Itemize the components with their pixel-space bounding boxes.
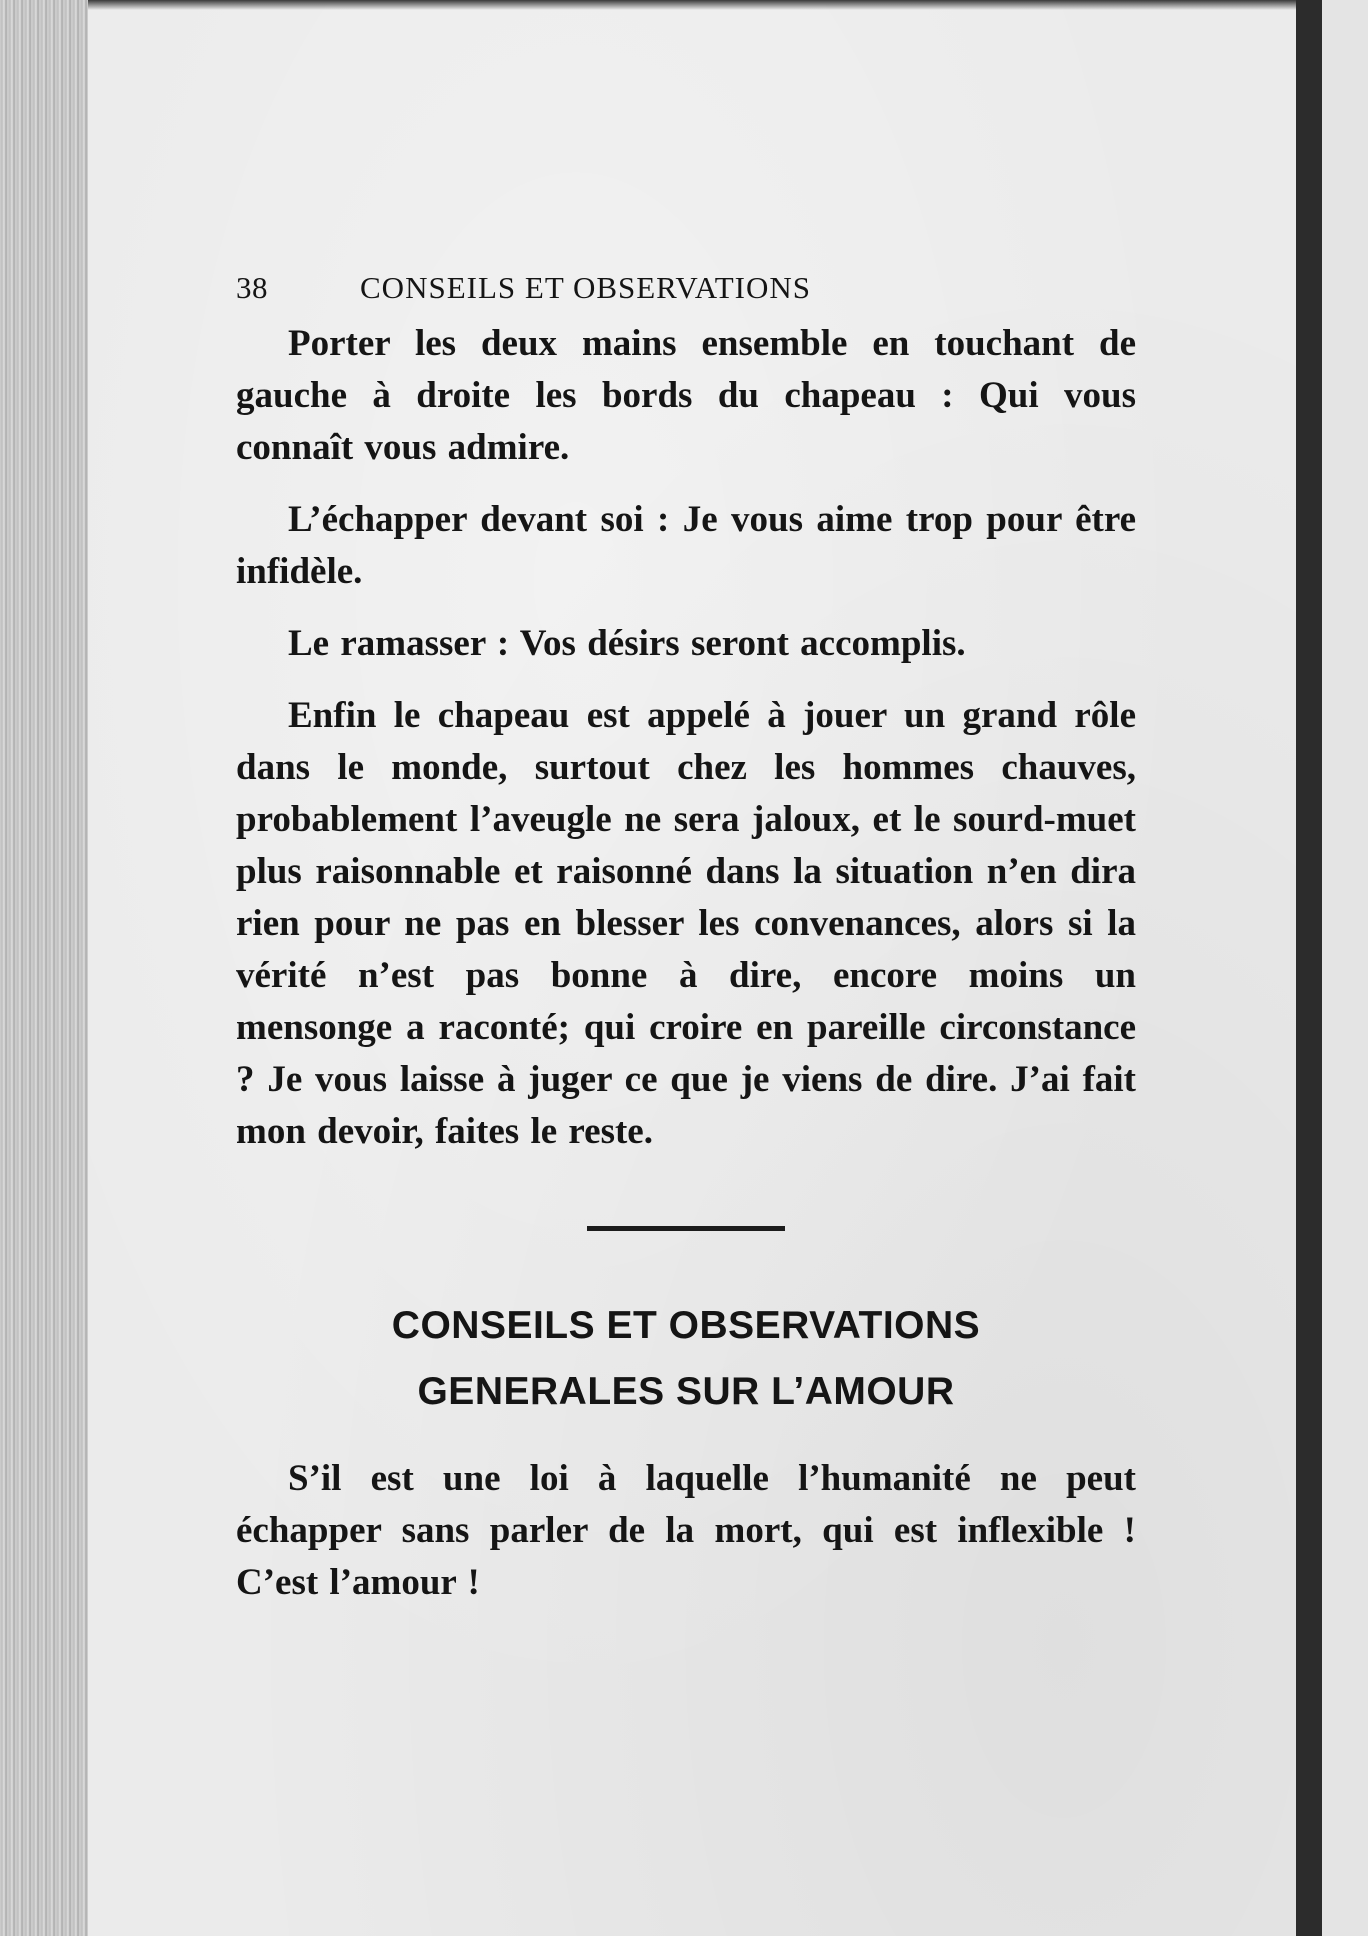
top-shadow: [88, 0, 1308, 10]
section-heading-line-2: GENERALES SUR L’AMOUR: [417, 1370, 955, 1413]
paragraph-1: Porter les deux mains ensemble en touchant de gauche à droite les bords du chapeau : Qui vous connaît vous admire.: [236, 323, 1136, 468]
page-number: 38: [236, 270, 268, 305]
page-edges: [0, 0, 90, 1936]
paragraph-2: L’échapper devant soi : Je vous aime trop pour être infidèle.: [236, 499, 1136, 592]
facing-page-edge: [1322, 0, 1368, 1936]
section-heading: [236, 1293, 1136, 1425]
running-title: CONSEILS ET OBSERVATIONS: [360, 270, 811, 305]
paragraph-3: Le ramasser : Vos désirs seront accomplis.: [288, 623, 966, 664]
binding-edge: [1296, 0, 1322, 1936]
running-head: [236, 270, 1136, 316]
section-heading-line-1: CONSEILS ET OBSERVATIONS: [391, 1304, 981, 1347]
text-block: [236, 270, 1136, 1629]
section-paragraph: S’il est une loi à laquelle l’humanité ne peut échapper sans parler de la mort, qui est inflexible ! C’est l’amour !: [236, 1458, 1136, 1603]
section-divider: [587, 1226, 785, 1231]
paragraph-4: Enfin le chapeau est appelé à jouer un grand rôle dans le monde, surtout chez les hommes chauves, probablement l’aveugle ne sera jaloux, et le sourd-muet plus raisonnable et raisonné dans la situation n’en dira rien pour ne pas en blesser les convenances, alors si la vérité n’est pas bonne à dire, encore moins un mensonge a raconté; qui croire en pareille circonstance ? Je vous laisse à juger ce que je viens de dire. J’ai fait mon devoir, faites le reste.: [236, 695, 1136, 1152]
